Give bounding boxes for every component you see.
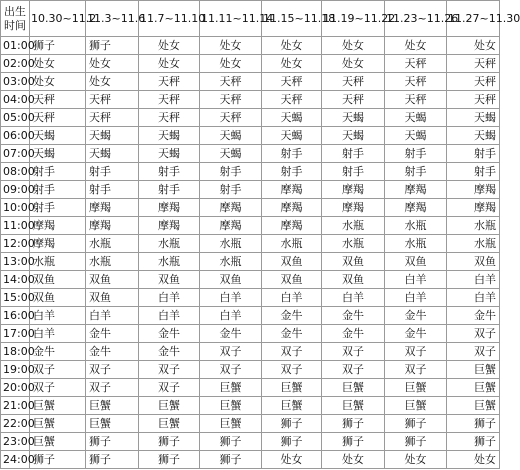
sign-cell: 双子 <box>322 343 385 361</box>
sign-cell: 白羊 <box>86 307 139 325</box>
time-cell: 15:00 <box>1 289 30 307</box>
table-row <box>1 145 500 163</box>
table-row <box>1 379 500 397</box>
sign-cell: 摩羯 <box>262 217 322 235</box>
sign-cell: 双子 <box>139 361 200 379</box>
sign-cell: 天秤 <box>447 55 500 73</box>
sign-cell: 摩羯 <box>200 217 262 235</box>
sign-cell: 双子 <box>262 343 322 361</box>
time-cell: 18:00 <box>1 343 30 361</box>
sign-cell: 处女 <box>322 37 385 55</box>
sign-cell: 处女 <box>200 37 262 55</box>
sign-cell: 巨蟹 <box>139 415 200 433</box>
sign-cell: 金牛 <box>30 343 86 361</box>
sign-cell: 天秤 <box>86 91 139 109</box>
sign-cell: 狮子 <box>139 451 200 469</box>
table-row <box>1 271 500 289</box>
sign-cell: 水瓶 <box>30 253 86 271</box>
table-row <box>1 109 500 127</box>
sign-cell: 白羊 <box>385 289 447 307</box>
time-cell: 22:00 <box>1 415 30 433</box>
time-cell: 16:00 <box>1 307 30 325</box>
sign-cell: 狮子 <box>200 433 262 451</box>
sign-cell: 双鱼 <box>30 289 86 307</box>
sign-cell: 巨蟹 <box>322 397 385 415</box>
sign-cell: 摩羯 <box>30 217 86 235</box>
time-cell: 08:00 <box>1 163 30 181</box>
time-cell: 05:00 <box>1 109 30 127</box>
sign-cell: 白羊 <box>30 325 86 343</box>
time-cell: 06:00 <box>1 127 30 145</box>
sign-cell: 金牛 <box>200 325 262 343</box>
sign-cell: 双子 <box>322 361 385 379</box>
sign-cell: 狮子 <box>262 415 322 433</box>
table-row <box>1 397 500 415</box>
sign-cell: 处女 <box>385 451 447 469</box>
sign-cell: 金牛 <box>385 307 447 325</box>
table-row <box>1 163 500 181</box>
sign-cell: 处女 <box>30 55 86 73</box>
time-cell: 14:00 <box>1 271 30 289</box>
sign-cell: 天秤 <box>322 73 385 91</box>
sign-cell: 巨蟹 <box>139 397 200 415</box>
sign-cell: 双子 <box>385 343 447 361</box>
table-row <box>1 73 500 91</box>
sign-cell: 天蝎 <box>385 127 447 145</box>
column-header: 11.11~11.14 <box>200 1 262 37</box>
sign-cell: 双鱼 <box>86 289 139 307</box>
sign-cell: 巨蟹 <box>447 397 500 415</box>
header-row <box>1 1 500 37</box>
time-cell: 07:00 <box>1 145 30 163</box>
sign-cell: 金牛 <box>322 325 385 343</box>
sign-cell: 双鱼 <box>30 271 86 289</box>
time-cell: 24:00 <box>1 451 30 469</box>
sign-cell: 水瓶 <box>322 235 385 253</box>
sign-cell: 摩羯 <box>385 199 447 217</box>
sign-cell: 巨蟹 <box>385 397 447 415</box>
sign-cell: 双子 <box>385 361 447 379</box>
table-row <box>1 415 500 433</box>
sign-cell: 白羊 <box>200 289 262 307</box>
sign-cell: 水瓶 <box>447 217 500 235</box>
table-row <box>1 217 500 235</box>
sign-cell: 水瓶 <box>139 253 200 271</box>
sign-cell: 天蝎 <box>262 127 322 145</box>
sign-cell: 射手 <box>385 163 447 181</box>
sign-cell: 巨蟹 <box>322 379 385 397</box>
sign-cell: 双鱼 <box>447 253 500 271</box>
sign-cell: 天秤 <box>30 91 86 109</box>
sign-cell: 双鱼 <box>262 253 322 271</box>
sign-cell: 巨蟹 <box>30 415 86 433</box>
sign-cell: 巨蟹 <box>262 397 322 415</box>
sign-cell: 狮子 <box>139 433 200 451</box>
table-row <box>1 37 500 55</box>
sign-cell: 双鱼 <box>385 253 447 271</box>
sign-cell: 射手 <box>30 199 86 217</box>
sign-cell: 摩羯 <box>262 181 322 199</box>
sign-cell: 天蝎 <box>139 127 200 145</box>
sign-cell: 射手 <box>200 163 262 181</box>
sign-cell: 狮子 <box>30 37 86 55</box>
sign-cell: 射手 <box>447 145 500 163</box>
sign-cell: 狮子 <box>322 433 385 451</box>
sign-cell: 白羊 <box>200 307 262 325</box>
sign-cell: 天蝎 <box>447 109 500 127</box>
table-row <box>1 199 500 217</box>
time-cell: 02:00 <box>1 55 30 73</box>
time-cell: 04:00 <box>1 91 30 109</box>
sign-cell: 天蝎 <box>30 127 86 145</box>
sign-cell: 巨蟹 <box>30 397 86 415</box>
sign-cell: 水瓶 <box>86 253 139 271</box>
sign-cell: 双子 <box>86 361 139 379</box>
sign-cell: 射手 <box>262 163 322 181</box>
sign-cell: 狮子 <box>86 433 139 451</box>
sign-cell: 射手 <box>139 163 200 181</box>
sign-cell: 处女 <box>262 55 322 73</box>
sign-cell: 处女 <box>30 73 86 91</box>
sign-cell: 天蝎 <box>200 145 262 163</box>
sign-cell: 金牛 <box>385 325 447 343</box>
sign-cell: 射手 <box>139 181 200 199</box>
sign-cell: 天蝎 <box>262 109 322 127</box>
column-header: 11.19~11.22 <box>322 1 385 37</box>
sign-cell: 水瓶 <box>139 235 200 253</box>
sign-cell: 处女 <box>86 73 139 91</box>
corner-header-birth-time: 出生时间 <box>1 1 30 37</box>
table-row <box>1 307 500 325</box>
sign-cell: 巨蟹 <box>447 361 500 379</box>
sign-cell: 处女 <box>322 55 385 73</box>
sign-cell: 处女 <box>139 55 200 73</box>
sign-cell: 天秤 <box>139 109 200 127</box>
sign-cell: 金牛 <box>139 343 200 361</box>
sign-cell: 天秤 <box>385 55 447 73</box>
time-cell: 09:00 <box>1 181 30 199</box>
sign-cell: 射手 <box>86 163 139 181</box>
sign-cell: 水瓶 <box>200 253 262 271</box>
table-row <box>1 451 500 469</box>
sign-cell: 处女 <box>447 37 500 55</box>
sign-cell: 金牛 <box>322 307 385 325</box>
table-row <box>1 181 500 199</box>
sign-cell: 巨蟹 <box>200 379 262 397</box>
sign-cell: 射手 <box>262 145 322 163</box>
sign-cell: 双子 <box>200 361 262 379</box>
sign-cell: 天蝎 <box>139 145 200 163</box>
sign-cell: 摩羯 <box>139 217 200 235</box>
sign-cell: 双鱼 <box>262 271 322 289</box>
sign-cell: 双子 <box>139 379 200 397</box>
sign-cell: 天秤 <box>30 109 86 127</box>
sign-cell: 白羊 <box>447 289 500 307</box>
sign-cell: 天秤 <box>262 91 322 109</box>
sign-cell: 射手 <box>322 145 385 163</box>
sign-cell: 水瓶 <box>200 235 262 253</box>
sign-cell: 射手 <box>385 145 447 163</box>
sign-cell: 天蝎 <box>447 127 500 145</box>
sign-cell: 射手 <box>200 181 262 199</box>
sign-cell: 双鱼 <box>322 271 385 289</box>
sign-cell: 处女 <box>139 37 200 55</box>
sign-cell: 狮子 <box>262 433 322 451</box>
sign-cell: 双子 <box>30 361 86 379</box>
time-cell: 23:00 <box>1 433 30 451</box>
sign-cell: 天蝎 <box>385 109 447 127</box>
sign-cell: 巨蟹 <box>200 415 262 433</box>
sign-cell: 摩羯 <box>447 181 500 199</box>
time-cell: 11:00 <box>1 217 30 235</box>
sign-cell: 白羊 <box>385 271 447 289</box>
sign-cell: 金牛 <box>447 307 500 325</box>
sign-cell: 处女 <box>322 451 385 469</box>
sign-cell: 处女 <box>262 451 322 469</box>
sign-cell: 天蝎 <box>86 145 139 163</box>
sign-cell: 射手 <box>86 181 139 199</box>
sign-cell: 白羊 <box>447 271 500 289</box>
sign-cell: 处女 <box>385 37 447 55</box>
time-cell: 10:00 <box>1 199 30 217</box>
sign-cell: 巨蟹 <box>86 397 139 415</box>
column-header: 11.23~11.26 <box>385 1 447 37</box>
sign-cell: 处女 <box>86 55 139 73</box>
sign-cell: 巨蟹 <box>262 379 322 397</box>
sign-cell: 摩羯 <box>447 199 500 217</box>
sign-cell: 白羊 <box>322 289 385 307</box>
sign-cell: 摩羯 <box>86 199 139 217</box>
table-row <box>1 343 500 361</box>
sign-cell: 金牛 <box>86 325 139 343</box>
column-header: 10.30~11.2 <box>30 1 86 37</box>
sign-cell: 摩羯 <box>262 199 322 217</box>
sign-cell: 巨蟹 <box>385 379 447 397</box>
time-cell: 17:00 <box>1 325 30 343</box>
sign-cell: 双鱼 <box>322 253 385 271</box>
column-header: 11.7~11.10 <box>139 1 200 37</box>
table-row <box>1 253 500 271</box>
sign-cell: 天秤 <box>200 91 262 109</box>
time-cell: 21:00 <box>1 397 30 415</box>
sign-cell: 狮子 <box>86 37 139 55</box>
sign-cell: 白羊 <box>139 289 200 307</box>
sign-cell: 双鱼 <box>139 271 200 289</box>
sign-cell: 巨蟹 <box>447 379 500 397</box>
sign-cell: 摩羯 <box>322 181 385 199</box>
sign-cell: 处女 <box>447 451 500 469</box>
time-cell: 20:00 <box>1 379 30 397</box>
time-cell: 03:00 <box>1 73 30 91</box>
time-cell: 12:00 <box>1 235 30 253</box>
sign-cell: 天蝎 <box>322 127 385 145</box>
sign-cell: 狮子 <box>447 433 500 451</box>
sign-cell: 射手 <box>447 163 500 181</box>
sign-cell: 白羊 <box>262 289 322 307</box>
sign-cell: 天蝎 <box>30 145 86 163</box>
table-row <box>1 235 500 253</box>
sign-cell: 水瓶 <box>385 235 447 253</box>
table-row <box>1 433 500 451</box>
sign-cell: 摩羯 <box>322 199 385 217</box>
sign-cell: 天秤 <box>200 73 262 91</box>
table-row <box>1 325 500 343</box>
sign-cell: 天秤 <box>86 109 139 127</box>
sign-cell: 双子 <box>447 343 500 361</box>
sign-cell: 天蝎 <box>322 109 385 127</box>
sign-cell: 水瓶 <box>86 235 139 253</box>
sign-cell: 射手 <box>322 163 385 181</box>
sign-cell: 水瓶 <box>322 217 385 235</box>
sign-cell: 白羊 <box>139 307 200 325</box>
sign-cell: 狮子 <box>385 415 447 433</box>
sign-cell: 水瓶 <box>385 217 447 235</box>
sign-cell: 双子 <box>86 379 139 397</box>
sign-cell: 天秤 <box>385 73 447 91</box>
column-header: 11.3~11.6 <box>86 1 139 37</box>
sign-cell: 金牛 <box>262 325 322 343</box>
table-header <box>1 1 520 37</box>
sign-cell: 天秤 <box>262 73 322 91</box>
time-cell: 01:00 <box>1 37 30 55</box>
sign-cell: 狮子 <box>200 451 262 469</box>
sign-cell: 水瓶 <box>447 235 500 253</box>
sign-cell: 狮子 <box>86 451 139 469</box>
sign-cell: 双子 <box>262 361 322 379</box>
sign-cell: 天秤 <box>447 91 500 109</box>
sign-cell: 狮子 <box>322 415 385 433</box>
table-row <box>1 289 500 307</box>
sign-cell: 天蝎 <box>200 127 262 145</box>
sign-cell: 巨蟹 <box>30 433 86 451</box>
sign-cell: 天秤 <box>200 109 262 127</box>
sign-cell: 天秤 <box>139 91 200 109</box>
sign-cell: 双子 <box>200 343 262 361</box>
sign-cell: 射手 <box>30 163 86 181</box>
sign-cell: 天秤 <box>447 73 500 91</box>
time-cell: 13:00 <box>1 253 30 271</box>
sign-cell: 处女 <box>262 37 322 55</box>
sign-cell: 金牛 <box>139 325 200 343</box>
table-row <box>1 55 500 73</box>
sign-cell: 摩羯 <box>139 199 200 217</box>
time-cell: 19:00 <box>1 361 30 379</box>
sign-cell: 双鱼 <box>86 271 139 289</box>
sign-cell: 巨蟹 <box>86 415 139 433</box>
sign-cell: 摩羯 <box>385 181 447 199</box>
sign-cell: 金牛 <box>86 343 139 361</box>
sign-cell: 狮子 <box>30 451 86 469</box>
sign-cell: 射手 <box>30 181 86 199</box>
sign-cell: 天秤 <box>385 91 447 109</box>
sign-cell: 天秤 <box>322 91 385 109</box>
sign-cell: 巨蟹 <box>200 397 262 415</box>
sign-cell: 水瓶 <box>262 235 322 253</box>
sign-cell: 摩羯 <box>86 217 139 235</box>
sign-cell: 处女 <box>200 55 262 73</box>
sign-cell: 白羊 <box>30 307 86 325</box>
sign-cell: 摩羯 <box>200 199 262 217</box>
table-row <box>1 127 500 145</box>
table-body <box>1 37 500 469</box>
sign-cell: 天蝎 <box>86 127 139 145</box>
sign-cell: 摩羯 <box>30 235 86 253</box>
sign-cell: 狮子 <box>385 433 447 451</box>
column-header: 11.27~11.30 <box>447 1 500 37</box>
table-row <box>1 91 500 109</box>
sign-cell: 双子 <box>30 379 86 397</box>
sign-cell: 天秤 <box>139 73 200 91</box>
table-row <box>1 361 500 379</box>
column-header: 11.15~11.18 <box>262 1 322 37</box>
sign-cell: 金牛 <box>262 307 322 325</box>
sign-cell: 狮子 <box>447 415 500 433</box>
sign-cell: 双子 <box>447 325 500 343</box>
sign-cell: 双鱼 <box>200 271 262 289</box>
